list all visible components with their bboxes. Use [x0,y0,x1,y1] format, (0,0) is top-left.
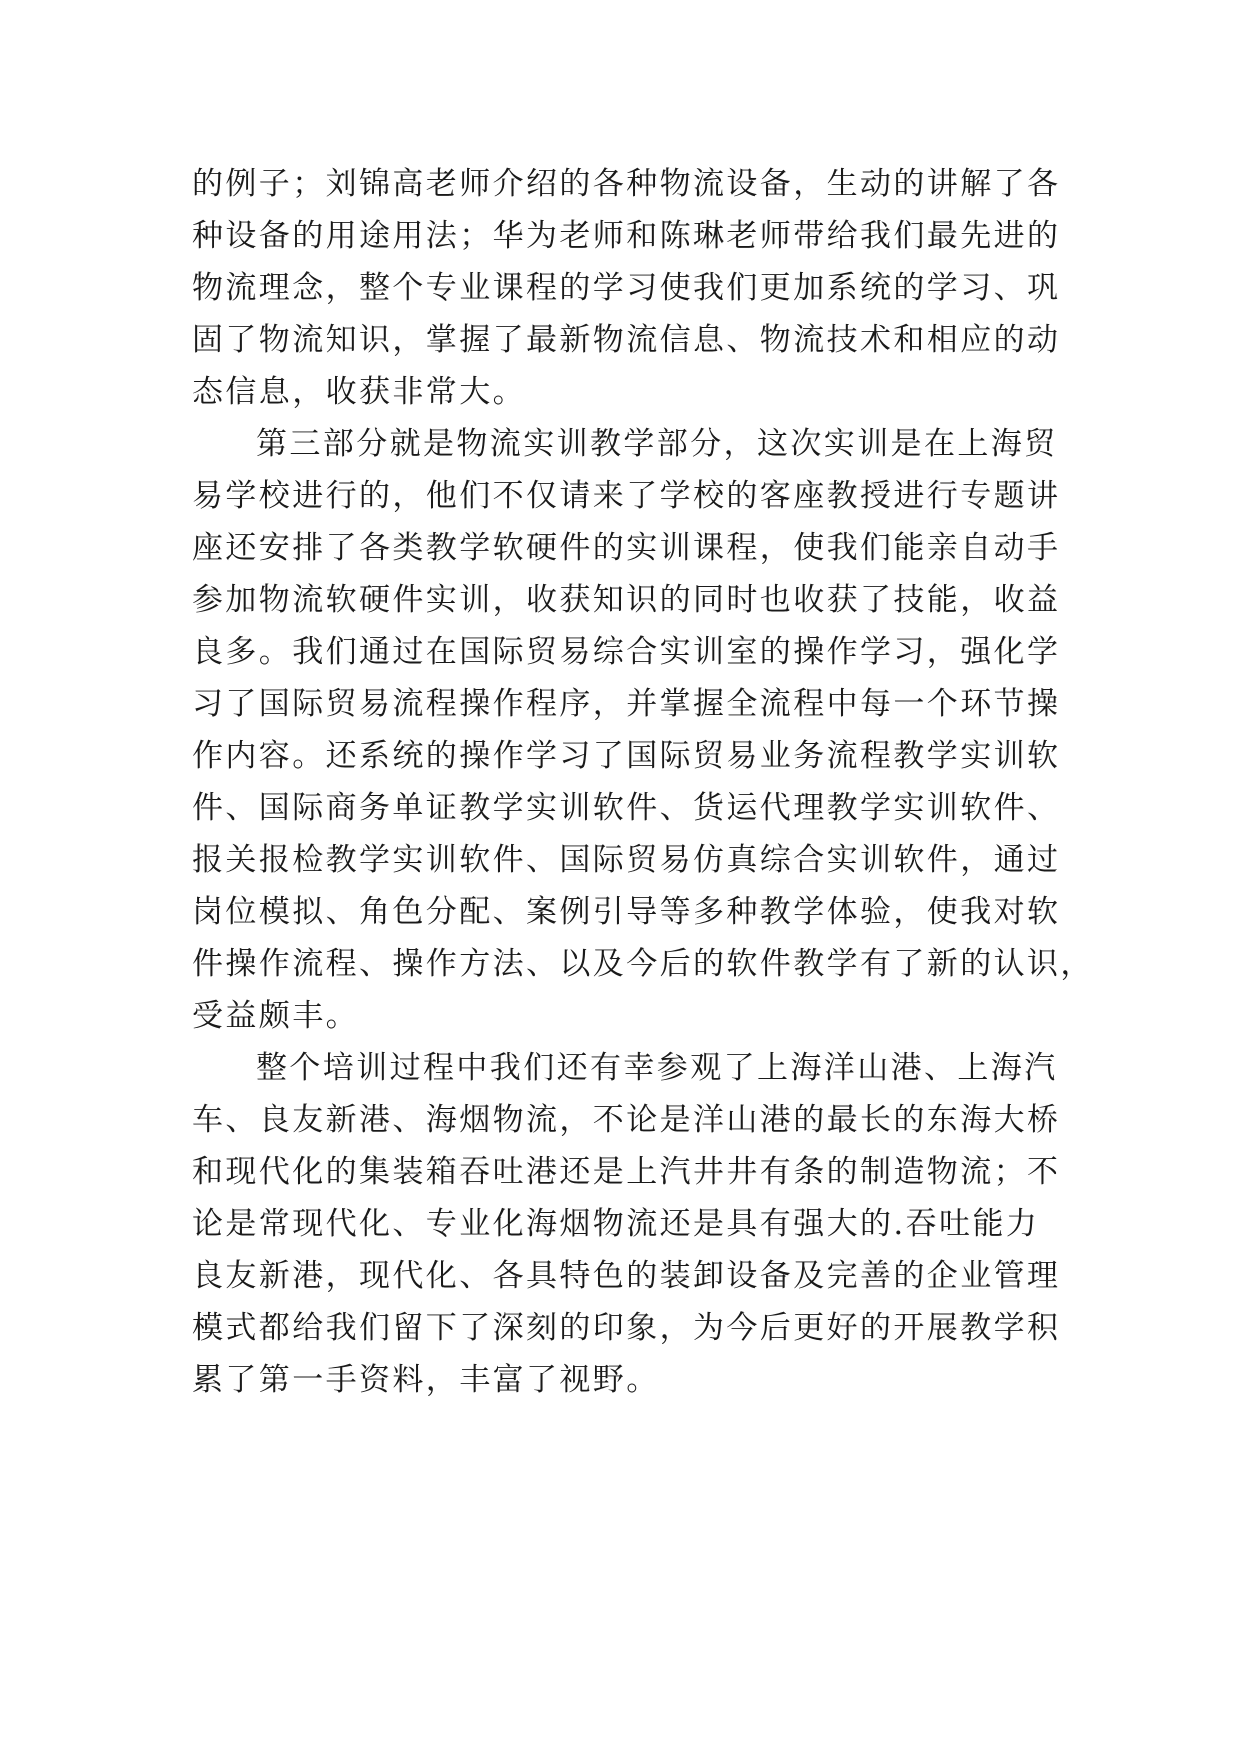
text-line: 易学校进行的，他们不仅请来了学校的客座教授进行专题讲 [192,478,1061,514]
text-line: 论是常现代化、专业化海烟物流还是具有强大的.吞吐能力 [192,1206,1040,1242]
text-line: 岗位模拟、角色分配、案例引导等多种教学体验，使我对软 [192,894,1061,930]
text-line: 种设备的用途用法；华为老师和陈琳老师带给我们最先进的 [192,218,1061,254]
text-line: 良多。我们通过在国际贸易综合实训室的操作学习，强化学 [192,634,1061,670]
text-line: 良友新港，现代化、各具特色的装卸设备及完善的企业管理 [192,1258,1061,1294]
text-line: 固了物流知识，掌握了最新物流信息、物流技术和相应的动 [192,322,1061,358]
text-line: 座还安排了各类教学软硬件的实训课程，使我们能亲自动手 [192,530,1061,566]
text-line: 模式都给我们留下了深刻的印象，为今后更好的开展教学积 [192,1310,1061,1346]
text-line: 作内容。还系统的操作学习了国际贸易业务流程教学实训软 [192,738,1061,774]
text-line: 态信息，收获非常大。 [192,374,526,410]
text-line: 报关报检教学实训软件、国际贸易仿真综合实训软件，通过 [192,842,1061,878]
paragraph-3 [192,1042,1072,1406]
text-line: 习了国际贸易流程操作程序，并掌握全流程中每一个环节操 [192,686,1061,722]
paragraph-1 [192,158,1072,418]
text-line: 整个培训过程中我们还有幸参观了上海洋山港、上海汽 [256,1050,1058,1086]
text-line: 件操作流程、操作方法、以及今后的软件教学有了新的认识， [192,946,1094,982]
text-line: 物流理念，整个专业课程的学习使我们更加系统的学习、巩 [192,270,1061,306]
paragraph-2 [192,418,1094,1042]
text-line: 参加物流软硬件实训，收获知识的同时也收获了技能，收益 [192,582,1061,618]
text-line: 第三部分就是物流实训教学部分，这次实训是在上海贸 [256,426,1058,462]
body-text [192,158,1094,1406]
text-line: 受益颇丰。 [192,998,359,1034]
text-line: 和现代化的集装箱吞吐港还是上汽井井有条的制造物流；不 [192,1154,1061,1190]
text-line: 累了第一手资料，丰富了视野。 [192,1362,660,1398]
text-line: 的例子；刘锦高老师介绍的各种物流设备，生动的讲解了各 [192,166,1061,202]
text-line: 件、国际商务单证教学实训软件、货运代理教学实训软件、 [192,790,1061,826]
text-line: 车、良友新港、海烟物流，不论是洋山港的最长的东海大桥 [192,1102,1061,1138]
